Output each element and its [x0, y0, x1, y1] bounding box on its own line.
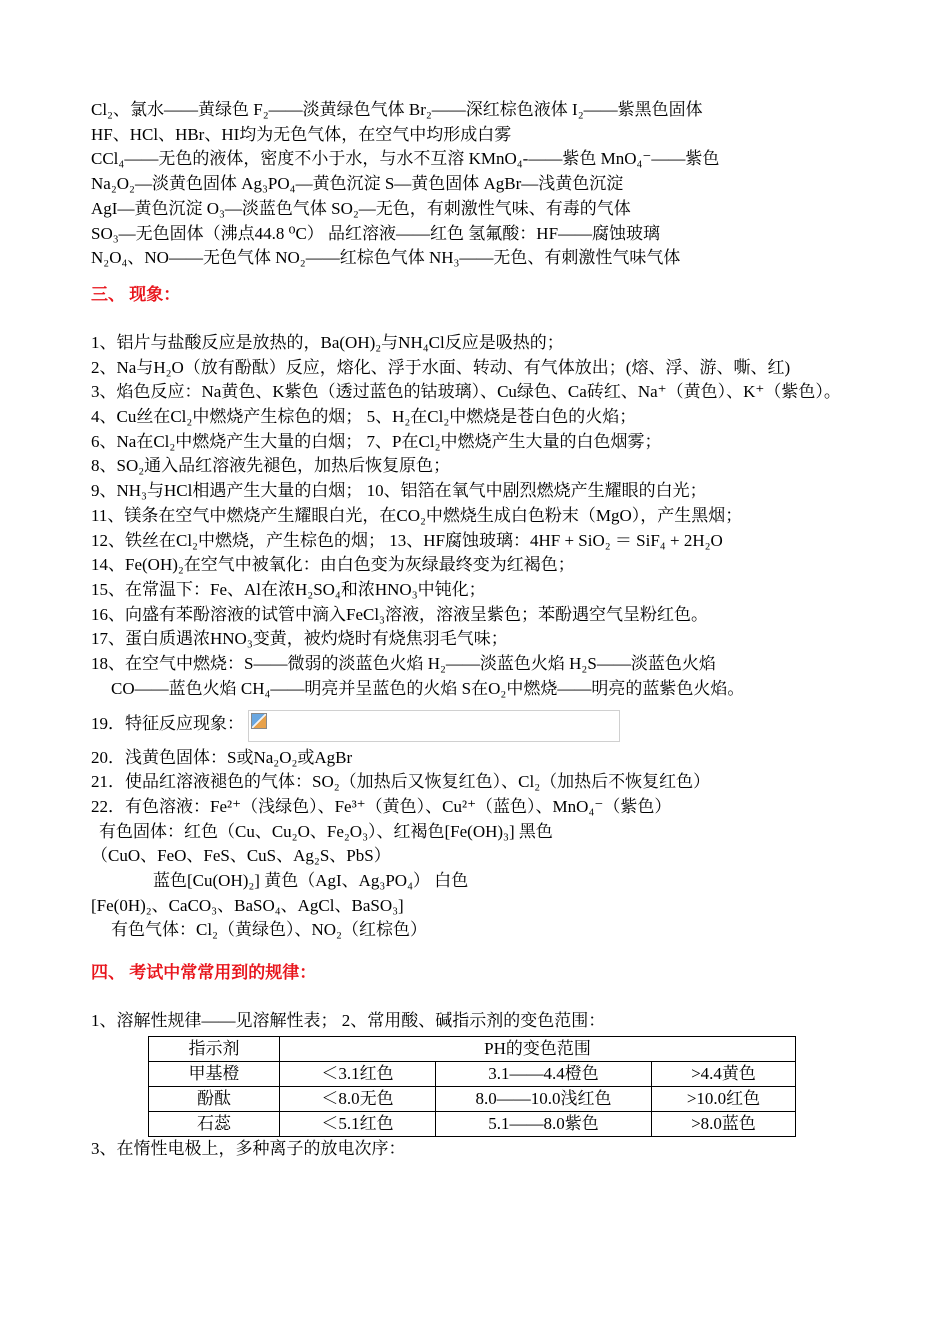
- table-cell: >8.0蓝色: [652, 1111, 796, 1136]
- table-cell: ＜5.1红色: [280, 1111, 436, 1136]
- table-row: [149, 1111, 796, 1136]
- text-line: [Fe(0H)₂、CaCO₃、BaSO₄、AgCl、BaSO₃]: [91, 895, 404, 915]
- broken-image-placeholder: [248, 710, 620, 742]
- text-line: AgI—黄色沉淀 O₃—淡蓝色气体 SO₂—无色，有刺激性气味、有毒的气体: [91, 198, 631, 218]
- text-line: CCl₄——无色的液体，密度不小于水，与水不互溶 KMnO₄-——紫色 MnO₄⁻——紫色: [91, 149, 720, 169]
- item-19-label: 19．特征反应现象：: [91, 714, 244, 734]
- text-line: 有色气体：Cl₂（黄绿色）、NO₂（红棕色）: [111, 920, 427, 940]
- text-line: HF、HCl、HBr、HI均为无色气体，在空气中均形成白雾: [91, 124, 512, 144]
- indicator-table: [148, 1036, 796, 1137]
- table-cell: ＜3.1红色: [280, 1061, 436, 1086]
- text-line: 1、铝片与盐酸反应是放热的，Ba(OH)₂与NH₄Cl反应是吸热的；: [91, 332, 564, 352]
- text-line: 14、Fe(OH)₂在空气中被氧化：由白色变为灰绿最终变为红褐色；: [91, 555, 575, 575]
- table-cell: 甲基橙: [149, 1061, 280, 1086]
- table-cell: ＜8.0无色: [280, 1086, 436, 1111]
- text-line: 3、在惰性电极上，多种离子的放电次序：: [91, 1138, 406, 1158]
- text-line: CO——蓝色火焰 CH₄——明亮并呈蓝色的火焰 S在O₂中燃烧——明亮的蓝紫色火焰。: [111, 678, 745, 698]
- text-line: 蓝色[Cu(OH)₂] 黄色（AgI、Ag₃PO₄） 白色: [153, 871, 469, 891]
- text-line: 8、SO₂通入品红溶液先褪色，加热后恢复原色；: [91, 456, 451, 476]
- table-cell: 石蕊: [149, 1111, 280, 1136]
- document-page: [91, 98, 861, 1162]
- section-heading: 三、 现象：: [91, 284, 181, 304]
- text-line: 15、在常温下：Fe、Al在浓H₂SO₄和浓HNO₃中钝化；: [91, 579, 486, 599]
- text-line: 22．有色溶液：Fe²⁺（浅绿色）、Fe³⁺（黄色）、Cu²⁺（蓝色）、MnO₄⁻（紫色）: [91, 796, 672, 816]
- table-row: [149, 1061, 796, 1086]
- text-line: 3、焰色反应：Na黄色、K紫色（透过蓝色的钴玻璃）、Cu绿色、Ca砖红、Na⁺（黄色）、K⁺（紫色）。: [91, 382, 841, 402]
- table-header-cell: PH的变色范围: [280, 1036, 796, 1061]
- text-line: 9、NH₃与HCl相遇产生大量的白烟； 10、铝箔在氧气中剧烈燃烧产生耀眼的白光；: [91, 481, 707, 501]
- table-cell: >4.4黄色: [652, 1061, 796, 1086]
- text-line: 17、蛋白质遇浓HNO₃变黄，被灼烧时有烧焦羽毛气味；: [91, 629, 508, 649]
- text-line: 4、Cu丝在Cl₂中燃烧产生棕色的烟； 5、H₂在Cl₂中燃烧是苍白色的火焰；: [91, 407, 637, 427]
- text-line: 18、在空气中燃烧：S——微弱的淡蓝色火焰 H₂——淡蓝色火焰 H₂S——淡蓝色火焰: [91, 654, 716, 674]
- table-cell: 3.1——4.4橙色: [436, 1061, 652, 1086]
- section-heading: 四、 考试中常常用到的规律：: [91, 963, 317, 983]
- table-cell: 5.1——8.0紫色: [436, 1111, 652, 1136]
- table-cell: >10.0红色: [652, 1086, 796, 1111]
- table-cell: 酚酞: [149, 1086, 280, 1111]
- text-line: 16、向盛有苯酚溶液的试管中滴入FeCl₃溶液，溶液呈紫色；苯酚遇空气呈粉红色。: [91, 604, 708, 624]
- table-header-row: [149, 1036, 796, 1061]
- text-line: 11、镁条在空气中燃烧产生耀眼白光，在CO₂中燃烧生成白色粉末（MgO），产生黑烟；: [91, 505, 743, 525]
- text-line: 有色固体：红色（Cu、Cu₂O、Fe₂O₃）、红褐色[Fe(OH)₃] 黑色: [99, 821, 553, 841]
- text-line: 20．浅黄色固体：S或Na₂O₂或AgBr: [91, 747, 353, 767]
- text-line: 12、铁丝在Cl₂中燃烧，产生棕色的烟； 13、HF腐蚀玻璃：4HF + SiO₂ ＝ SiF₄ + 2H₂O: [91, 530, 723, 550]
- text-line: 2、Na与H₂O（放有酚酞）反应，熔化、浮于水面、转动、有气体放出；(熔、浮、游、嘶、红): [91, 357, 791, 377]
- table-cell: 8.0——10.0浅红色: [436, 1086, 652, 1111]
- text-line: Na₂O₂—淡黄色固体 Ag₃PO₄—黄色沉淀 S—黄色固体 AgBr—浅黄色沉淀: [91, 174, 624, 194]
- text-line: （CuO、FeO、FeS、CuS、Ag₂S、PbS）: [91, 846, 391, 866]
- item-19: [91, 707, 861, 741]
- text-line: N₂O₄、NO——无色气体 NO₂——红棕色气体 NH₃——无色、有刺激性气味气体: [91, 248, 681, 268]
- text-line: Cl₂、氯水——黄绿色 F₂——淡黄绿色气体 Br₂——深红棕色液体 I₂——紫黑色固体: [91, 100, 703, 119]
- text-line: 21．使品红溶液褪色的气体：SO₂（加热后又恢复红色）、Cl₂（加热后不恢复红色）: [91, 772, 711, 792]
- text-line: SO₃—无色固体（沸点44.8 ⁰C） 品红溶液——红色 氢氟酸：HF——腐蚀玻璃: [91, 223, 661, 243]
- table-header-cell: 指示剂: [149, 1036, 280, 1061]
- text-line: 6、Na在Cl₂中燃烧产生大量的白烟； 7、P在Cl₂中燃烧产生大量的白色烟雾；: [91, 431, 662, 451]
- broken-image-icon: [251, 713, 267, 729]
- table-row: [149, 1086, 796, 1111]
- text-line: 1、溶解性规律——见溶解性表； 2、常用酸、碱指示剂的变色范围：: [91, 1011, 606, 1031]
